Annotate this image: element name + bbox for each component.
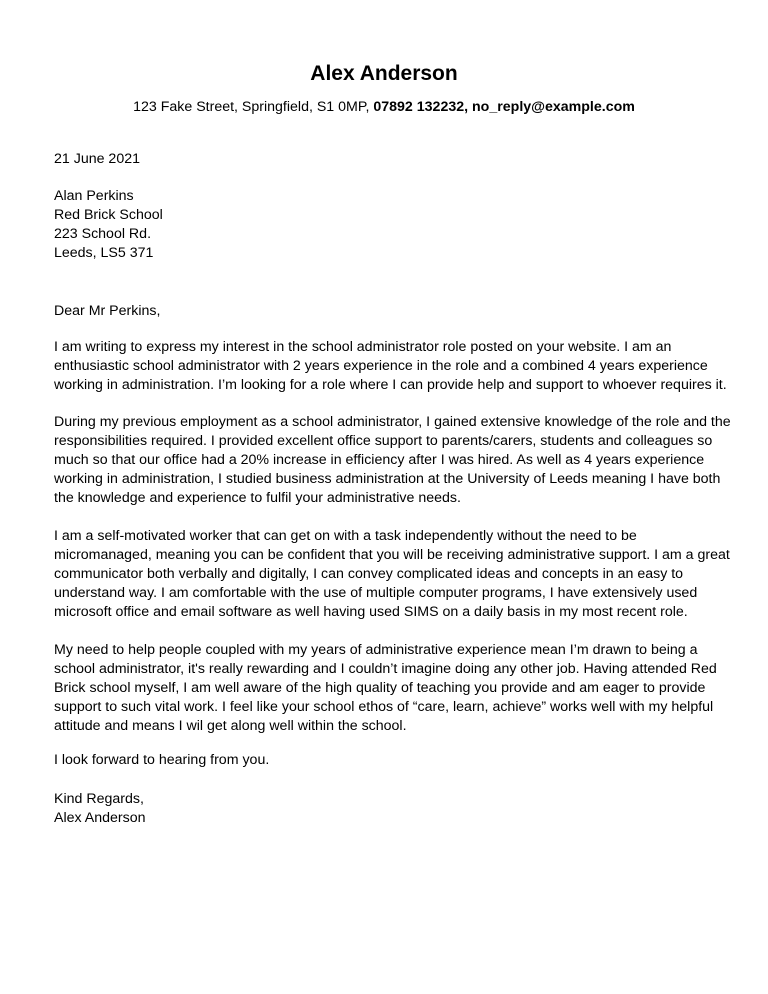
paragraph-line: micromanaged, meaning you can be confident that you will be receiving administrative support. I am a great xyxy=(54,547,730,563)
salutation-text: Dear Mr Perkins, xyxy=(54,303,161,319)
paragraph-introduction xyxy=(54,338,727,395)
recipient-name: Alan Perkins xyxy=(54,188,134,204)
paragraph-line: During my previous employment as a school administrator, I gained extensive knowledge of the role and the xyxy=(54,414,731,430)
paragraph-line: working in administration. I’m looking for a role where I can provide help and support to whoever requires it. xyxy=(54,377,727,393)
recipient-organization: Red Brick School xyxy=(54,207,163,223)
sender-phone: 07892 132232 xyxy=(373,99,465,115)
recipient-address-block xyxy=(54,187,724,263)
paragraph-line: Brick school myself, I am well aware of the high quality of teaching you provide and am eager to provide xyxy=(54,680,706,696)
paragraph-line: the knowledge and experience to fulfil your administrative needs. xyxy=(54,490,461,506)
contact-separator: , xyxy=(464,99,473,115)
paragraph-line: communicator both verbally and digitally, I can convey complicated ideas and concepts in an easy to xyxy=(54,566,684,582)
paragraph-line: support to such vital work. I feel like your school ethos of “care, learn, achieve” works well with my helpful xyxy=(54,699,714,715)
paragraph-line: attitude and means I wil get along well within the school. xyxy=(54,718,407,734)
paragraph-line: enthusiastic school administrator with 2 years experience in the role and a combined 4 years experience xyxy=(54,358,708,374)
paragraph-line: much so that our office had a 20% increase in efficiency after I was hired. As well as 4 years experience xyxy=(54,452,705,468)
paragraph-line: I am a self-motivated worker that can get on with a task independently without the need to be xyxy=(54,528,637,544)
paragraph-line: microsoft office and email software as well having used SIMS on a daily basis in my most recent role. xyxy=(54,604,688,620)
salutation xyxy=(54,302,724,321)
letter-date xyxy=(54,150,724,169)
recipient-city: Leeds, LS5 371 xyxy=(54,245,154,261)
paragraph-motivation xyxy=(54,641,724,736)
date-text: 21 June 2021 xyxy=(54,151,140,167)
paragraph-skills xyxy=(54,527,730,622)
paragraph-line: school administrator, it's really rewarding and I couldn’t imagine doing any other job. Having attended Red xyxy=(54,661,717,677)
sender-contact-line xyxy=(0,98,768,116)
recipient-street: 223 School Rd. xyxy=(54,226,152,242)
paragraph-line: responsibilities required. I provided excellent office support to parents/carers, students and colleagues so xyxy=(54,433,713,449)
paragraph-line: I look forward to hearing from you. xyxy=(54,752,270,768)
paragraph-line: understand way. I am comfortable with the use of multiple computer programs, I have extensively used xyxy=(54,585,698,601)
sender-email: no_reply@example.com xyxy=(472,99,635,115)
sign-off: Kind Regards, xyxy=(54,791,144,807)
paragraph-closing-remark xyxy=(54,751,724,770)
paragraph-line: My need to help people coupled with my years of administrative experience mean I’m drawn to being a xyxy=(54,642,698,658)
sign-off-block xyxy=(54,790,724,828)
sender-address: 123 Fake Street, Springfield, S1 0MP, xyxy=(133,99,374,115)
paragraph-experience xyxy=(54,413,731,508)
signature-name: Alex Anderson xyxy=(54,810,146,826)
sender-name: Alex Anderson xyxy=(310,62,458,85)
paragraph-line: I am writing to express my interest in the school administrator role posted on your website. I am an xyxy=(54,339,672,355)
paragraph-line: working in administration, I studied business administration at the University of Leeds meaning I have both xyxy=(54,471,721,487)
